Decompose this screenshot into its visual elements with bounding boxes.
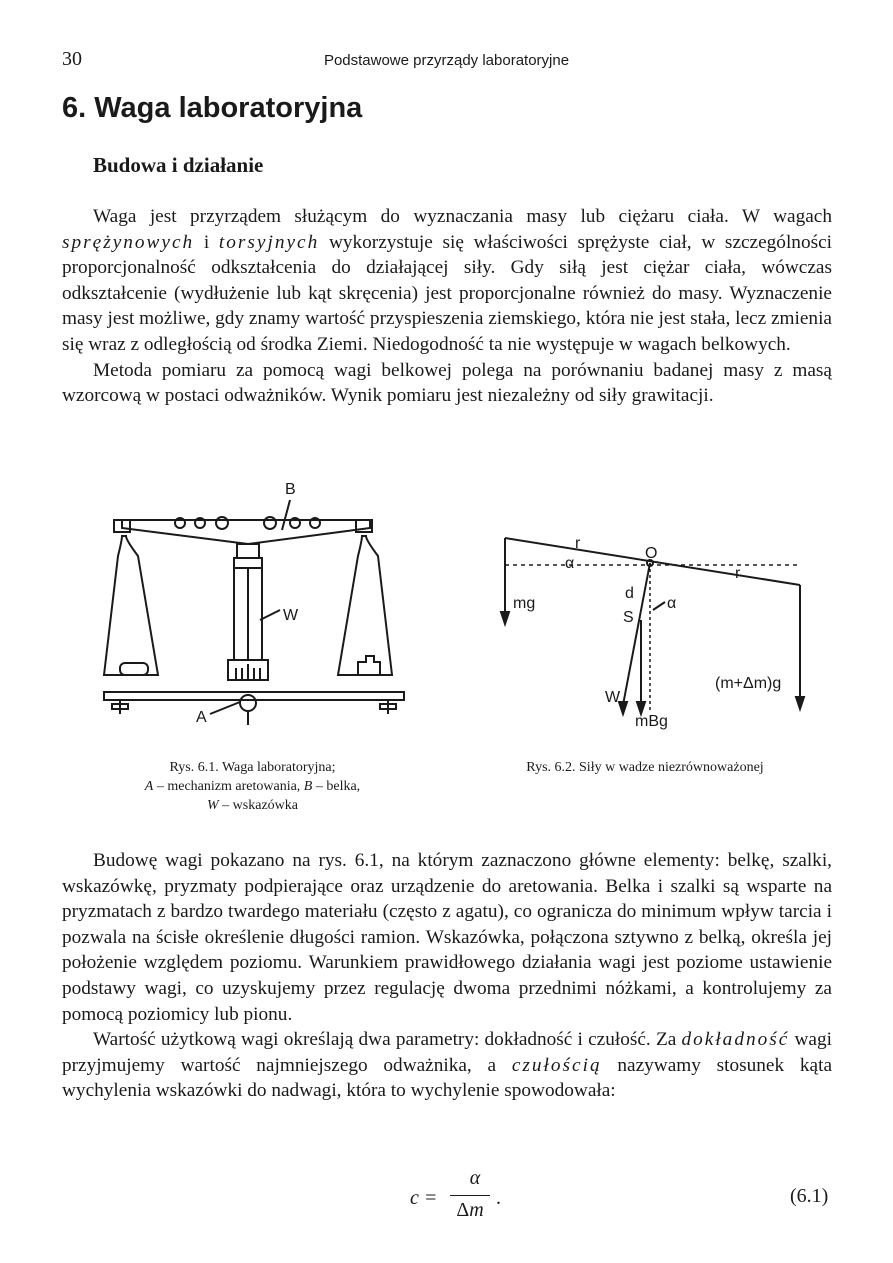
page-number: 30 <box>62 48 82 70</box>
label-w: W <box>283 607 299 624</box>
label-alpha2: α <box>667 595 677 612</box>
equation-6-1 <box>400 1167 520 1227</box>
label-a: A <box>196 709 207 726</box>
paragraph-2: Metoda pomiaru za pomocą wagi belkowej polega na porównaniu badanej masy z masą wzorcową w postaci odważników. Wynik pomiaru jest niezależny od siły grawitacji. <box>62 359 832 407</box>
label-d: d <box>625 585 634 602</box>
chapter-title: 6. Waga laboratoryjna <box>62 92 363 124</box>
label-mg: mg <box>513 595 536 612</box>
paragraph-1: Waga jest przyrządem służącym do wyznaczania masy lub ciężaru ciała. W wagach sprężynowych i torsyjnych wykorzystuje się właściwości sprężyste ciał, w szczególności proporcjonalność odkształcenia do działającej siły. Gdy siłą jest ciężar ciała, wówczas odkształcenie (wydłużenie lub kąt skręcenia) jest proporcjonalne również do masy. Wyznaczenie masy jest możliwe, gdy znamy wartość przyspieszenia ziemskiego, która nie jest stała, lecz zmienia się wraz z odległością od środka Ziemi. Niedogodność ta nie występuje w wagach belkowych. <box>62 206 833 355</box>
label-mbg: mBg <box>635 713 668 730</box>
emphasis-dokladnosc: dokładność <box>681 1029 790 1051</box>
equation-label: (6.1) <box>790 1185 829 1207</box>
weight-on-pan <box>358 656 380 675</box>
emphasis-czuloscia: czułością <box>511 1054 602 1076</box>
section-title: Budowa i działanie <box>93 153 264 177</box>
paragraph-3: Budowę wagi pokazano na rys. 6.1, na którym zaznaczono główne elementy: belkę, szalki, wskazówkę, pryzmaty podpierające oraz urządzenie do aretowania. Belka i szalki są wsparte na pryzmatach z bardzo twardego materiału (często z agatu), co ogranicza do minimum wpływ tarcia i pozwala na ścisłe określenie długości ramion. Wskazówka, połączona sztywno z belką, określa jej położenie względem poziomu. Warunkiem prawidłowego działania wagi jest poziome ustawienie podstawy wagi, co uzyskujemy przez regulację dwoma przednimi nóżkami, a kontrolujemy za pomocą poziomicy lub pionu. <box>62 850 832 1025</box>
label-o: O <box>645 545 658 562</box>
label-alpha1: α <box>565 555 575 572</box>
equation-numerator: α <box>469 1167 481 1189</box>
label-right-force: (m+Δm)g <box>715 675 782 692</box>
left-pan <box>104 536 158 675</box>
label-s: S <box>623 609 634 626</box>
running-header: Podstawowe przyrządy laboratoryjne <box>323 52 570 69</box>
label-b: B <box>285 481 296 498</box>
right-pan <box>338 536 392 675</box>
figure1-caption: Rys. 6.1. Waga laboratoryjna; A – mechanizm aretowania, B – belka, W – wskazówka <box>144 760 361 813</box>
equation-denominator: Δm <box>456 1199 484 1221</box>
figure2-caption: Rys. 6.2. Siły w wadze niezrównoważonej <box>526 760 764 775</box>
beam <box>122 520 370 544</box>
fraction-bar <box>450 1195 490 1196</box>
label-r2: r <box>735 565 741 582</box>
figure-forces-unbalanced <box>495 530 815 730</box>
body-text <box>62 848 832 1104</box>
equation-lhs: c = <box>410 1187 438 1209</box>
emphasis-sprezynowych: sprężynowych <box>62 231 195 253</box>
emphasis-torsyjnych: torsyjnych <box>218 231 320 253</box>
label-w2: W <box>605 689 621 706</box>
paragraph-4: Wartość użytkową wagi określają dwa parametry: dokładność i czułość. Za dokładność wagi przyjmujemy wartość najmniejszego odważnika, a czułością nazywamy stosunek kąta wychylenia wskazówki do nadwagi, która to wychylenie spowodowała: <box>62 1029 833 1102</box>
label-r1: r <box>575 535 581 552</box>
figure-laboratory-balance <box>100 470 420 740</box>
equation-period: . <box>496 1187 501 1209</box>
arresting-knob <box>240 695 256 711</box>
intro-text <box>62 204 832 409</box>
